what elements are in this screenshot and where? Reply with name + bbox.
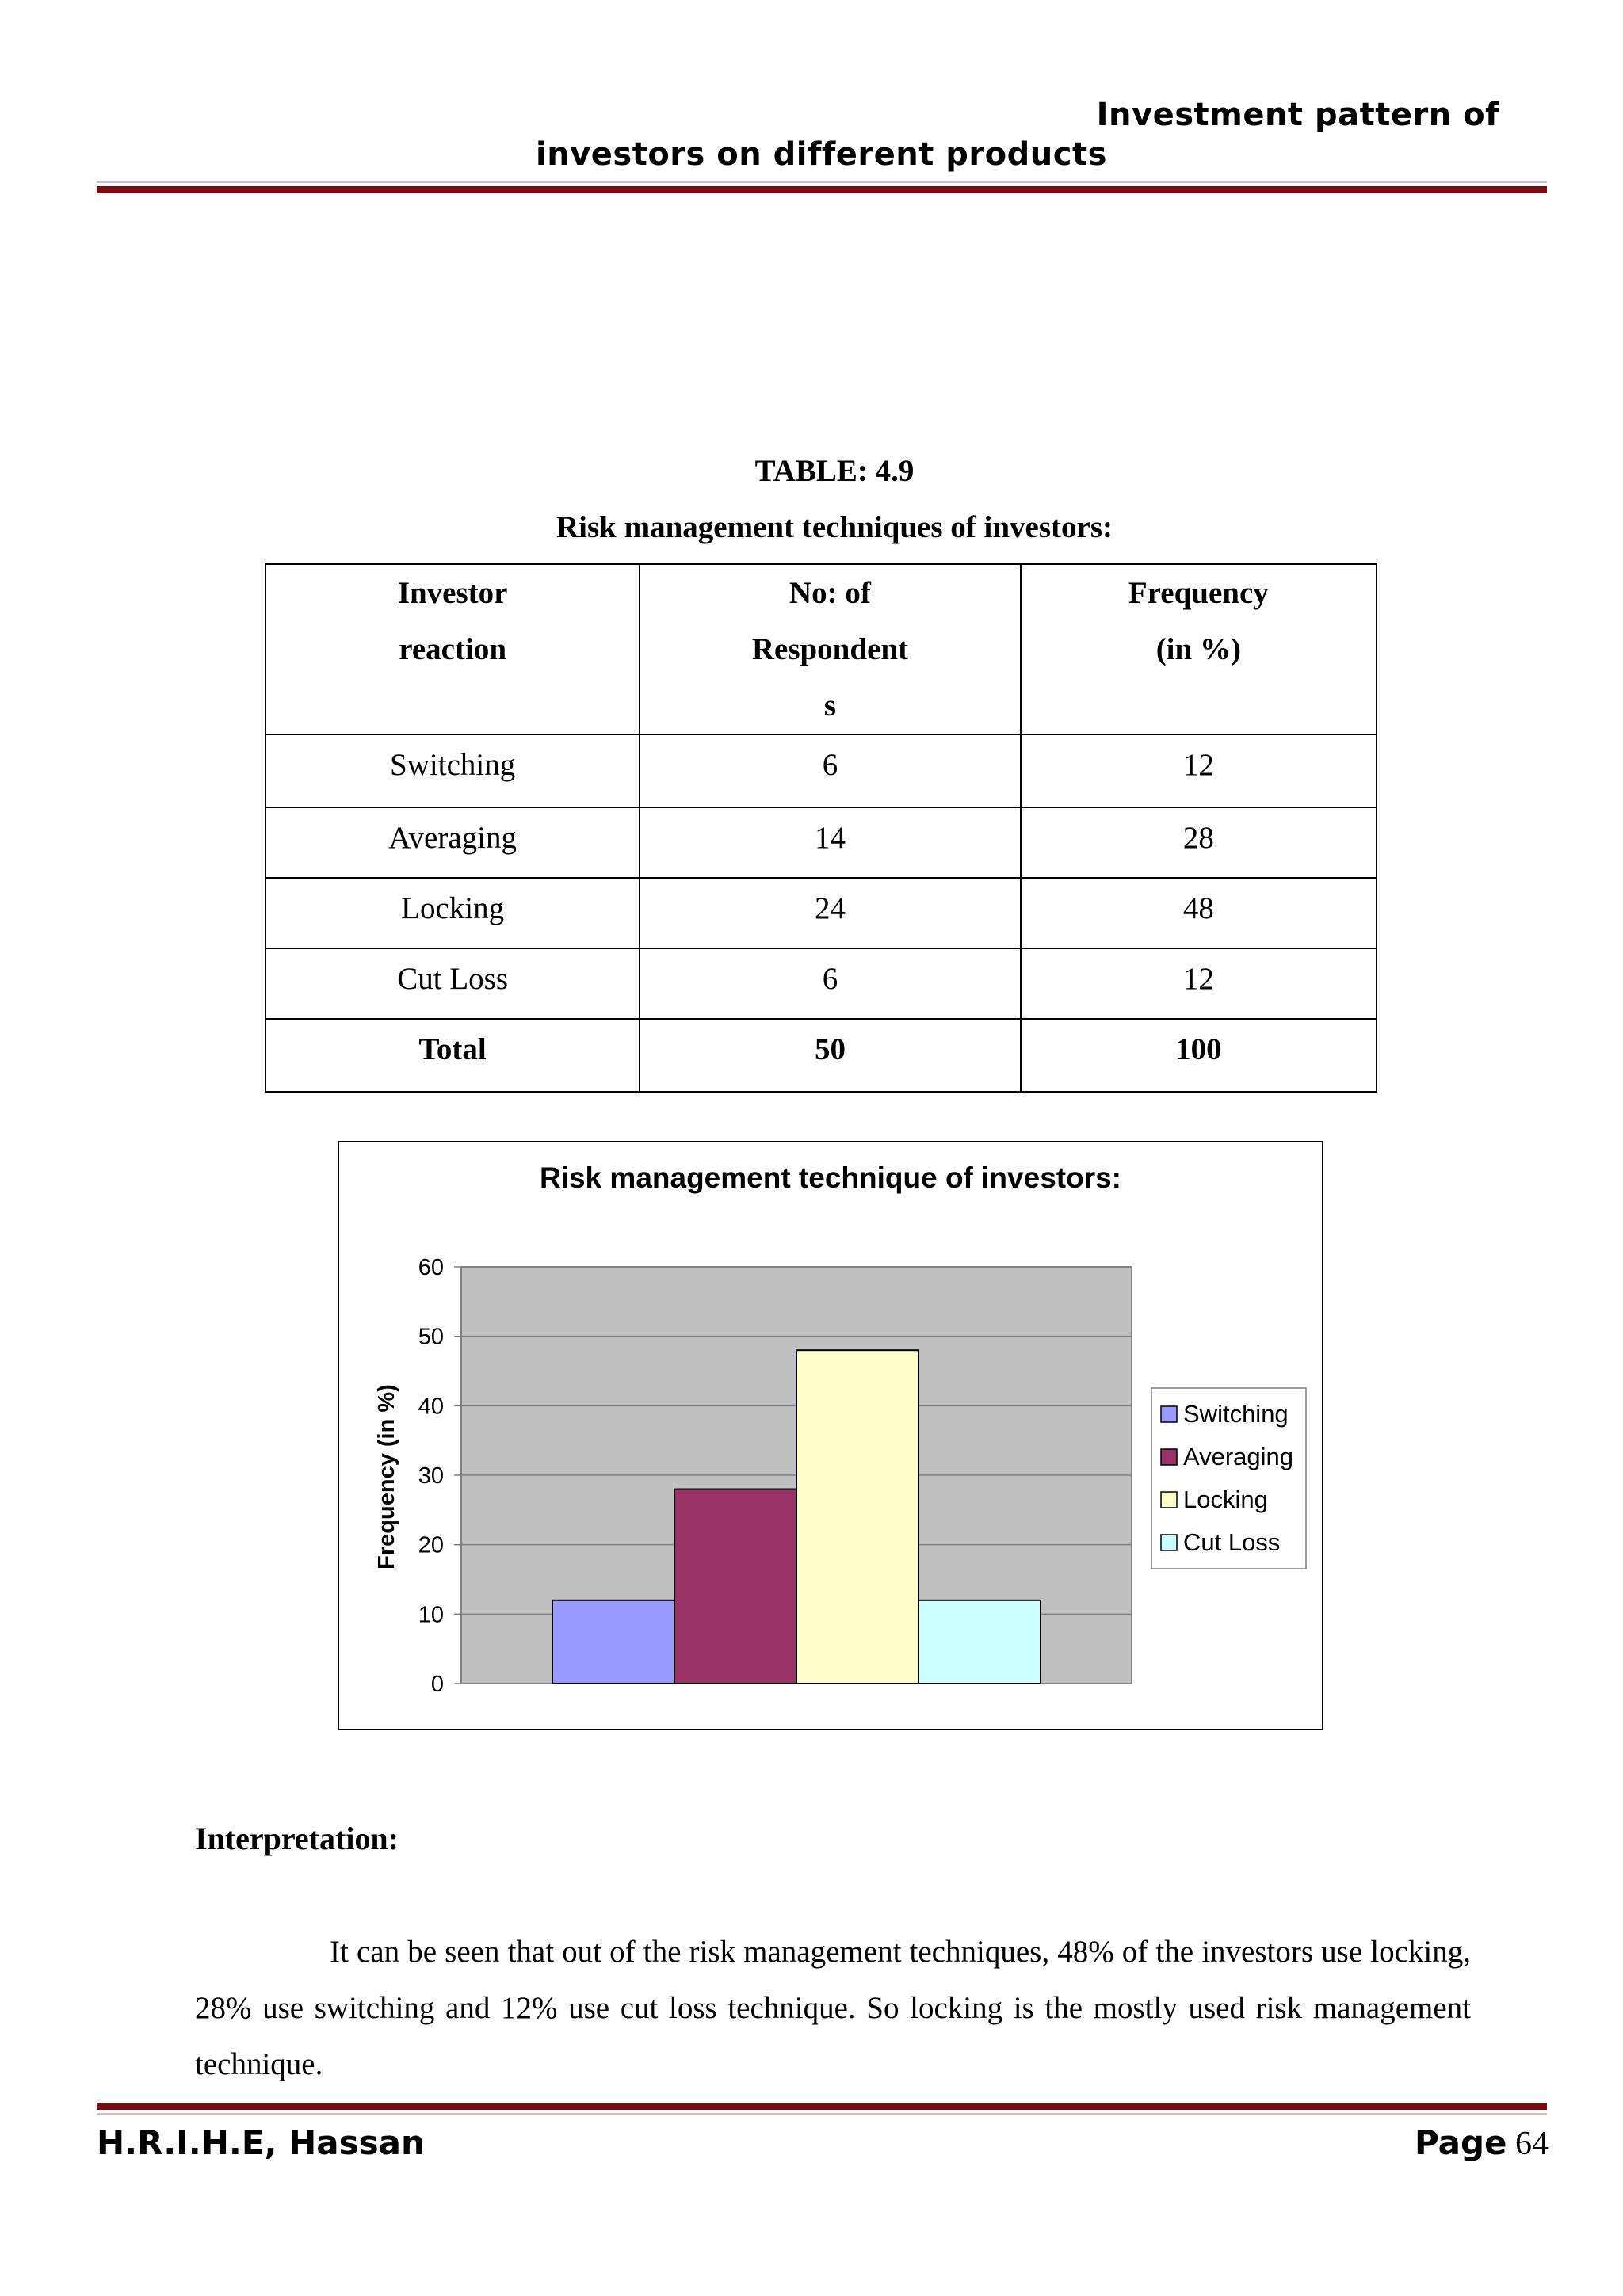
header-cell-reaction — [265, 564, 640, 734]
table-cell: Switching — [265, 734, 640, 807]
table-cell: Locking — [265, 878, 640, 948]
page-label: Page — [1414, 2123, 1507, 2162]
y-axis-label: Frequency (in %) — [374, 1384, 399, 1569]
chart-title: Risk management technique of investors: — [539, 1161, 1122, 1194]
bar-locking — [796, 1350, 918, 1684]
legend-swatch — [1161, 1535, 1177, 1550]
bar-averaging — [674, 1489, 796, 1684]
table-header-row — [265, 564, 1377, 734]
table-cell: 24 — [640, 878, 1020, 948]
header-text: Respondent — [751, 632, 909, 666]
table-cell: 48 — [1021, 878, 1377, 948]
footer-rule-thick — [97, 2103, 1547, 2110]
table-caption: Risk management techniques of investors: — [556, 510, 1113, 544]
y-tick-label: 0 — [430, 1672, 444, 1697]
header-text: (in %) — [1155, 632, 1241, 666]
interpretation-text: It can be seen that out of the risk management techniques, 48% of the investors use locking, 28% use switching and 12% use cut loss technique. So locking is the mostly used risk management technique. — [195, 1935, 1471, 2081]
table-cell: 6 — [640, 948, 1020, 1019]
legend-label: Locking — [1183, 1486, 1268, 1513]
bar-switching — [552, 1600, 674, 1684]
table-cell: Averaging — [265, 807, 640, 878]
legend-swatch — [1161, 1406, 1177, 1422]
table-number: TABLE: 4.9 — [754, 454, 915, 488]
data-table — [265, 563, 1377, 1093]
header-rule-thick — [97, 186, 1547, 193]
table-cell: 50 — [640, 1019, 1020, 1092]
header-text: Investor — [397, 576, 508, 610]
y-tick-label: 50 — [418, 1324, 444, 1350]
y-tick-label: 60 — [418, 1255, 444, 1280]
table-cell: Cut Loss — [265, 948, 640, 1019]
header-cell-respondents — [640, 564, 1020, 734]
header-title-line1: Investment pattern of — [1096, 97, 1499, 133]
table-cell: 6 — [640, 734, 1020, 807]
table-cell: Total — [265, 1019, 640, 1092]
y-tick-label: 10 — [418, 1602, 444, 1628]
header-text: s — [823, 688, 837, 723]
page-number: 64 — [1515, 2126, 1549, 2162]
table-cell: 12 — [1021, 948, 1377, 1019]
table-cell: 14 — [640, 807, 1020, 878]
table-row — [265, 878, 1377, 948]
bar-chart — [338, 1141, 1323, 1730]
table-row — [265, 734, 1377, 807]
legend-swatch — [1161, 1449, 1177, 1465]
table-row — [265, 948, 1377, 1019]
legend-swatch — [1161, 1492, 1177, 1508]
bar-cut-loss — [918, 1600, 1041, 1684]
table-cell: 12 — [1021, 734, 1377, 807]
footer-page — [1415, 2123, 1549, 2163]
table-cell: 28 — [1021, 807, 1377, 878]
legend-label: Cut Loss — [1183, 1528, 1281, 1556]
header-text: No: of — [789, 576, 871, 610]
header-cell-frequency — [1021, 564, 1377, 734]
table-row — [265, 807, 1377, 878]
header-rule-thin — [97, 181, 1547, 183]
y-tick-label: 40 — [418, 1394, 444, 1420]
header-title-line2: investors on different products — [536, 136, 1107, 173]
chart-legend — [1151, 1388, 1306, 1569]
table-cell: 100 — [1021, 1019, 1377, 1092]
interpretation-paragraph — [195, 1924, 1471, 2092]
footer-institution: H.R.I.H.E, Hassan — [97, 2123, 425, 2162]
header-text: reaction — [399, 632, 507, 666]
y-axis-ticks — [418, 1255, 461, 1697]
y-tick-label: 30 — [418, 1463, 444, 1489]
interpretation-heading: Interpretation: — [195, 1821, 399, 1856]
y-tick-label: 20 — [418, 1532, 444, 1558]
legend-label: Averaging — [1183, 1443, 1294, 1470]
table-total-row — [265, 1019, 1377, 1092]
legend-label: Switching — [1183, 1400, 1289, 1428]
chart-canvas — [339, 1142, 1322, 1729]
header-text: Frequency — [1128, 576, 1269, 610]
footer-rule-thin — [97, 2113, 1547, 2115]
